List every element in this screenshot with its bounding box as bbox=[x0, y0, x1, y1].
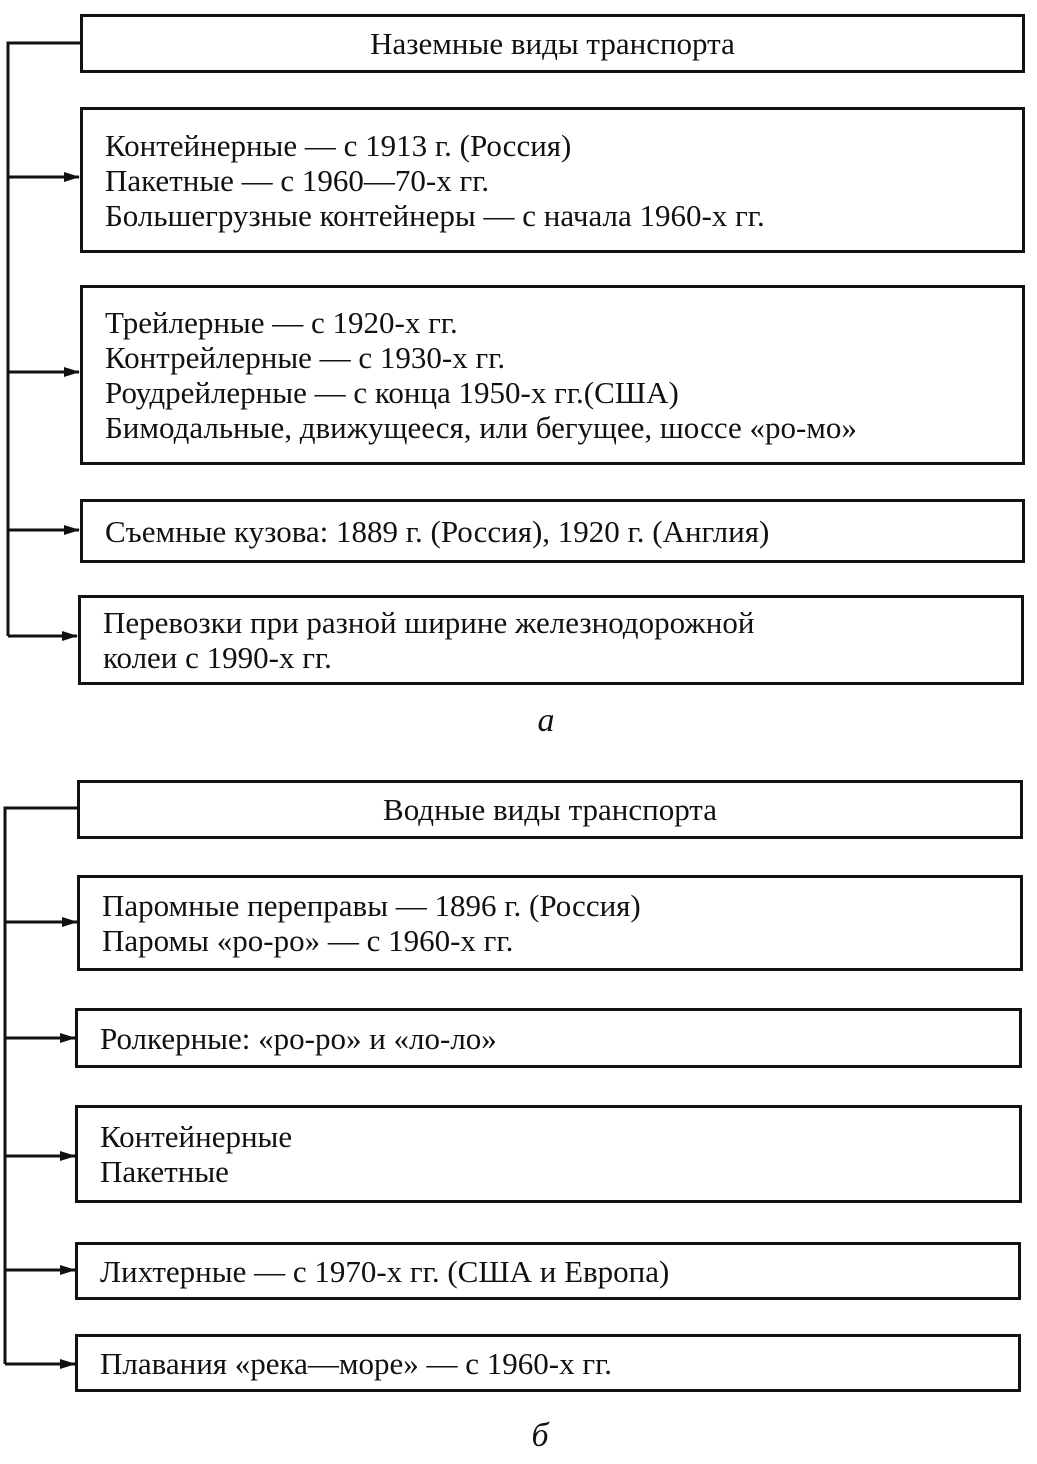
box-line: Роудрейлерные — с конца 1950-х гг.(США) bbox=[105, 375, 679, 410]
box-line: Съемные кузова: 1889 г. (Россия), 1920 г. (Англия) bbox=[105, 513, 770, 549]
section-b-box-4 bbox=[75, 1242, 1021, 1300]
section-b-box-2 bbox=[75, 1008, 1022, 1068]
section-a-trunk bbox=[8, 43, 80, 636]
box-line: Паромные переправы — 1896 г. (Россия) bbox=[102, 888, 641, 923]
section-a-header-box bbox=[80, 14, 1025, 73]
box-line: Бимодальные, движущееся, или бегущее, шоссе «ро-мо» bbox=[105, 410, 857, 445]
section-a-box-3 bbox=[80, 499, 1025, 563]
box-line: Трейлерные — с 1920-х гг. bbox=[105, 305, 458, 340]
section-a-box-2 bbox=[80, 285, 1025, 465]
section-a-connectors bbox=[8, 43, 80, 636]
box-line: Лихтерные — с 1970-х гг. (США и Европа) bbox=[100, 1253, 670, 1289]
box-line: Контрейлерные — с 1930-х гг. bbox=[105, 340, 506, 375]
section-a-caption: а bbox=[537, 702, 555, 739]
box-line: Контейнерные bbox=[100, 1119, 293, 1154]
box-line: Большегрузные контейнеры — с начала 1960-х гг. bbox=[105, 197, 765, 233]
box-line: Ролкерные: «ро-ро» и «ло-ло» bbox=[100, 1020, 497, 1056]
section-b-connectors bbox=[5, 808, 77, 1364]
box-line: Пакетные bbox=[100, 1154, 229, 1189]
box-line: Контейнерные — с 1913 г. (Россия) bbox=[105, 127, 572, 163]
section-b-box-1 bbox=[77, 875, 1023, 971]
section-b-box-3 bbox=[75, 1105, 1022, 1203]
box-line: Плавания «река—море» — с 1960-х гг. bbox=[100, 1345, 613, 1381]
section-b-caption: б bbox=[531, 1417, 549, 1454]
section-a-header-text: Наземные виды транспорта bbox=[370, 26, 735, 61]
section-a-box-4 bbox=[78, 595, 1024, 685]
section-b-header-box bbox=[77, 780, 1023, 839]
section-b-header-text: Водные виды транспорта bbox=[383, 792, 717, 827]
box-line: Перевозки при разной ширине железнодорожной bbox=[103, 605, 755, 640]
section-b-trunk bbox=[5, 808, 77, 1364]
box-line: колеи с 1990-х гг. bbox=[103, 640, 332, 675]
section-a-box-1 bbox=[80, 107, 1025, 253]
box-line: Пакетные — с 1960—70-х гг. bbox=[105, 162, 490, 198]
box-line: Паромы «ро-ро» — с 1960-х гг. bbox=[102, 923, 514, 958]
section-b-box-5 bbox=[75, 1334, 1021, 1392]
